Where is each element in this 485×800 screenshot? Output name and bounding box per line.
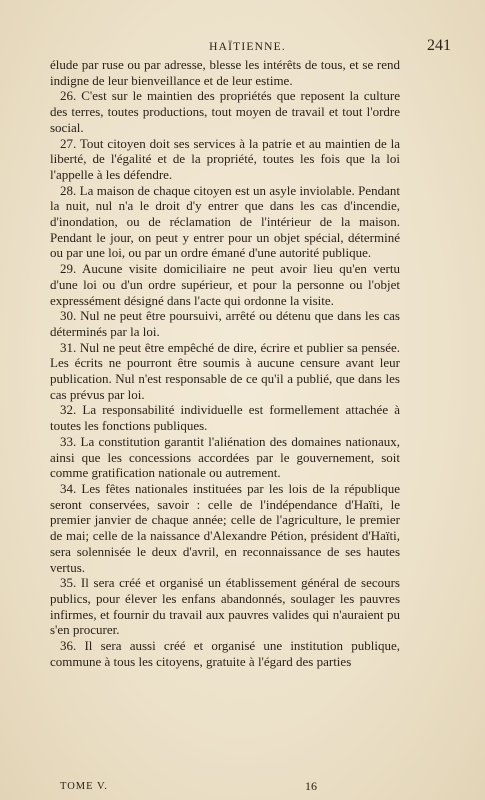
paragraph-continuation: élude par ruse ou par adresse, blesse les intérêts de tous, et se rend indigne de leur bienveillance et de leur estime.: [50, 57, 400, 88]
article-33: 33. La constitution garantit l'aliénation des domaines nationaux, ainsi que les concessions accordées par le gouvernement, soit comme gratification nationale ou autrement.: [50, 433, 400, 481]
page-header: [40, 37, 455, 57]
signature-mark: 16: [305, 779, 317, 793]
article-35: 35. Il sera créé et organisé un établissement général de secours publics, pour élever les enfans abandonnés, soulager les pauvres infirmes, et fournir du travail aux pauvres valides qui n'auraient pu s'en procurer.: [50, 575, 400, 638]
article-36: 36. Il sera aussi créé et organisé une institution publique, commune à tous les citoyens, gratuite à l'égard des parties: [50, 638, 400, 669]
body-text: [50, 57, 400, 669]
article-29: 29. Aucune visite domiciliaire ne peut avoir lieu qu'en vertu d'une loi ou d'un ordre supérieur, et pour la personne ou l'objet expressément désigné dans l'acte qui ordonne la visite.: [50, 261, 400, 308]
article-31: 31. Nul ne peut être empêché de dire, écrire et publier sa pensée. Les écrits ne pourront être soumis à aucune censure avant leur publication. Nul n'est responsable de ce qu'il a publié, que dans les cas prévus par loi.: [50, 339, 400, 402]
page-footer: [60, 779, 360, 795]
article-28: 28. La maison de chaque citoyen est un asyle inviolable. Pendant la nuit, nul n'a le droit d'y entrer que dans les cas d'incendie, d'inondation, ou de réclamation de l'intérieur de la maison. Pendant le jour, on peut y entrer pour un objet spécial, déterminé ou par une loi, ou par un ordre émané d'une autorité publique.: [50, 182, 400, 261]
article-27: 27. Tout citoyen doit ses services à la patrie et au maintien de la liberté, de l'égalité et de la propriété, toutes les fois que la loi l'appelle à les défendre.: [50, 135, 400, 182]
article-30: 30. Nul ne peut être poursuivi, arrêté ou détenu que dans les cas déterminés par la loi.: [50, 308, 400, 339]
article-34: 34. Les fêtes nationales instituées par les lois de la république seront conservées, savoir : celle de l'indépendance d'Haïti, le premier janvier de chaque année; celle de l'agriculture, le premier de mai; celle de la naissance d'Alexandre Pétion, président d'Haïti, sera solennisée le deux d'avril, en reconnaissance de ses hautes vertus.: [50, 480, 400, 575]
volume-label: TOME V.: [60, 781, 108, 792]
page-number: 241: [427, 37, 451, 54]
article-32: 32. La responsabilité individuelle est formellement attachée à toutes les fonctions publiques.: [50, 402, 400, 434]
article-26: 26. C'est sur le maintien des propriétés que reposent la culture des terres, toutes productions, tout moyen de travail et tout l'ordre social.: [50, 88, 400, 135]
running-title: HAÏTIENNE.: [209, 41, 286, 53]
